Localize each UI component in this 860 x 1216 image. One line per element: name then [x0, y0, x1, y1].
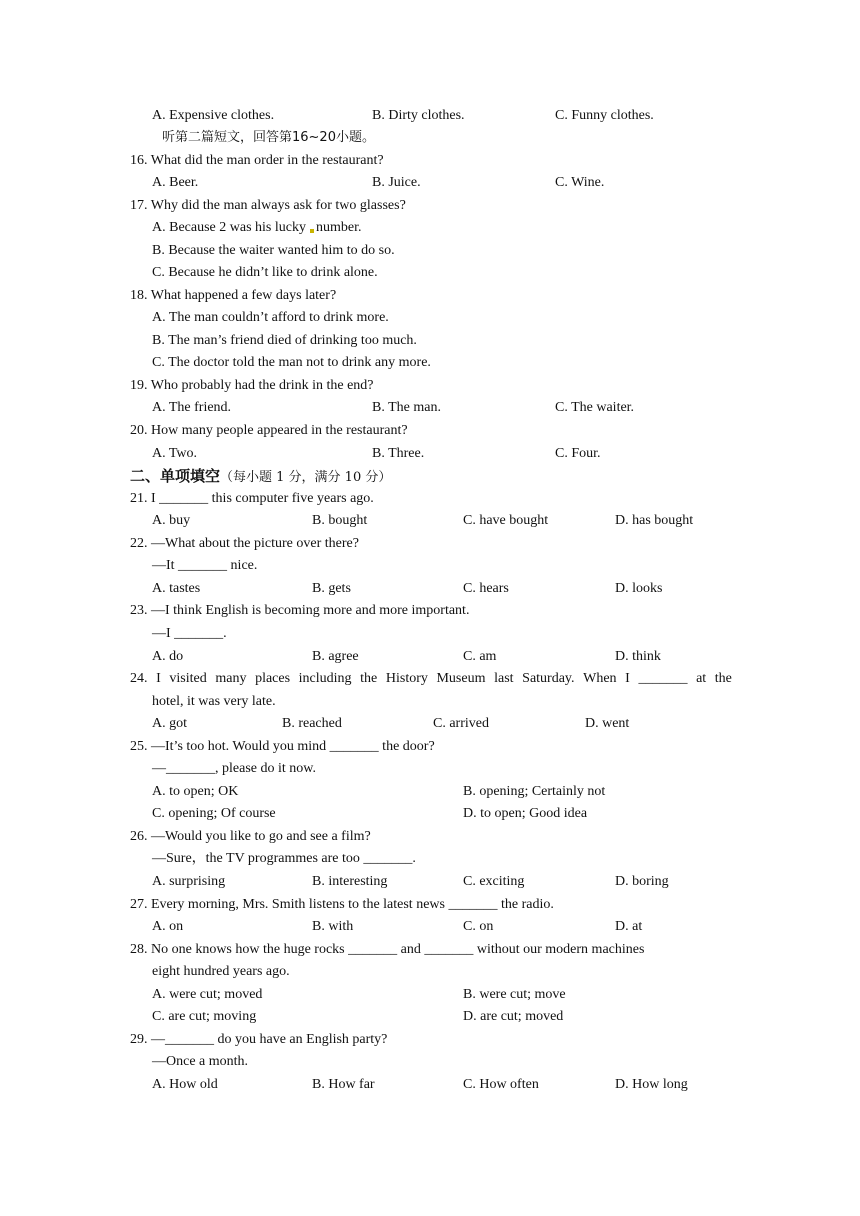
q27-option-c: C. on — [463, 919, 494, 934]
q28-option-b: B. were cut; move — [463, 987, 566, 1002]
q26-option-d: D. boring — [615, 874, 669, 889]
q22-option-a: A. tastes — [152, 581, 201, 596]
q25-reply: —_______, please do it now. — [152, 761, 316, 776]
q25-option-b: B. opening; Certainly not — [463, 784, 606, 799]
q27-stem: 27. Every morning, Mrs. Smith listens to the latest news _______ the radio. — [130, 897, 554, 912]
q17-option-c: C. Because he didn’t like to drink alone. — [152, 265, 378, 280]
q26-stem: 26. —Would you like to go and see a film? — [130, 829, 371, 844]
q24-option-c: C. arrived — [433, 716, 489, 731]
q17-option-a — [152, 219, 361, 237]
q23-option-d: D. think — [615, 649, 661, 664]
q16-option-c: C. Wine. — [555, 175, 605, 190]
q28-stem: 28. No one knows how the huge rocks _______ and _______ without our modern machines — [130, 942, 645, 957]
q24-word: Museum — [436, 671, 486, 686]
q21-option-c: C. have bought — [463, 513, 549, 528]
q18-option-b: B. The man’s friend died of drinking too much. — [152, 333, 417, 348]
q22-option-d: D. looks — [615, 581, 663, 596]
q22-option-b: B. gets — [312, 581, 351, 596]
q23-option-c: C. am — [463, 649, 497, 664]
q23-option-b: B. agree — [312, 649, 359, 664]
q22-reply: —It _______ nice. — [152, 558, 258, 573]
q24-word: _______ — [638, 671, 688, 686]
section-2-heading — [130, 467, 391, 487]
q25-option-d: D. to open; Good idea — [463, 806, 588, 821]
q26-option-b: B. interesting — [312, 874, 388, 889]
q24-word: the — [714, 671, 732, 686]
q19-option-c: C. The waiter. — [555, 400, 635, 415]
q15-option-c: C. Funny clothes. — [555, 108, 654, 123]
q29-stem: 29. —_______ do you have an English party? — [130, 1032, 388, 1047]
q15-option-a: A. Expensive clothes. — [152, 108, 275, 123]
q24-word: I — [625, 671, 630, 686]
q24-word: last — [494, 671, 514, 686]
q29-reply: —Once a month. — [152, 1054, 249, 1069]
q24-stem-line2: hotel, it was very late. — [152, 694, 276, 709]
q28-stem-line2: eight hundred years ago. — [152, 964, 290, 979]
q24-word: I — [156, 671, 161, 686]
q18-stem: 18. What happened a few days later? — [130, 288, 337, 303]
q20-option-b: B. Three. — [372, 446, 425, 461]
q24-word: visited — [169, 671, 207, 686]
q24-word: Saturday. — [522, 671, 575, 686]
q20-option-c: C. Four. — [555, 446, 601, 461]
q19-option-b: B. The man. — [372, 400, 441, 415]
q26-option-a: A. surprising — [152, 874, 226, 889]
q24-option-a: A. got — [152, 716, 187, 731]
q26-reply: —Sure，the TV programmes are too _______. — [152, 851, 416, 866]
q24-word: When — [583, 671, 617, 686]
q27-option-b: B. with — [312, 919, 354, 934]
q16-stem: 16. What did the man order in the restaurant? — [130, 153, 384, 168]
q29-option-d: D. How long — [615, 1077, 688, 1092]
q26-option-c: C. exciting — [463, 874, 525, 889]
q24-word: History — [385, 671, 428, 686]
q20-stem: 20. How many people appeared in the restaurant? — [130, 423, 408, 438]
q20-option-a: A. Two. — [152, 446, 198, 461]
q24-word: including — [298, 671, 352, 686]
q24-word: 24. — [130, 671, 148, 686]
section-2-title: 二、单项填空 — [130, 467, 221, 485]
q19-stem: 19. Who probably had the drink in the end? — [130, 378, 374, 393]
q29-option-c: C. How often — [463, 1077, 539, 1092]
q18-option-a: A. The man couldn’t afford to drink more. — [152, 310, 389, 325]
section-2-note: （每小题 1 分，满分 10 分） — [220, 470, 392, 485]
q29-option-a: A. How old — [152, 1077, 218, 1092]
ink-mark — [310, 229, 314, 233]
q21-option-d: D. has bought — [615, 513, 694, 528]
q28-option-d: D. are cut; moved — [463, 1009, 564, 1024]
q16-option-b: B. Juice. — [372, 175, 421, 190]
q23-reply: —I _______. — [152, 626, 227, 641]
q17-option-a-part1: A. Because 2 was his lucky — [152, 220, 306, 235]
q24-word: the — [360, 671, 378, 686]
q21-option-b: B. bought — [312, 513, 368, 528]
q16-option-a: A. Beer. — [152, 175, 199, 190]
q17-option-b: B. Because the waiter wanted him to do so. — [152, 243, 395, 258]
q24-word: places — [255, 671, 291, 686]
q19-option-a: A. The friend. — [152, 400, 232, 415]
q25-option-a: A. to open; OK — [152, 784, 239, 799]
q25-option-c: C. opening; Of course — [152, 806, 276, 821]
q22-stem: 22. —What about the picture over there? — [130, 536, 359, 551]
part2-instruction: 听第二篇短文，回答第16~20小题。 — [162, 130, 375, 145]
q29-option-b: B. How far — [312, 1077, 375, 1092]
q22-option-c: C. hears — [463, 581, 509, 596]
q23-stem: 23. —I think English is becoming more and more important. — [130, 603, 470, 618]
q25-stem: 25. —It’s too hot. Would you mind _______ the door? — [130, 739, 435, 754]
q24-stem-line1 — [130, 670, 732, 688]
q15-option-b: B. Dirty clothes. — [372, 108, 465, 123]
q27-option-d: D. at — [615, 919, 643, 934]
q24-word: at — [696, 671, 707, 686]
q24-word: many — [215, 671, 247, 686]
q18-option-c: C. The doctor told the man not to drink any more. — [152, 355, 431, 370]
q24-option-b: B. reached — [282, 716, 342, 731]
q21-stem: 21. I _______ this computer five years ago. — [130, 491, 374, 506]
q23-option-a: A. do — [152, 649, 184, 664]
q28-option-a: A. were cut; moved — [152, 987, 263, 1002]
q17-stem: 17. Why did the man always ask for two glasses? — [130, 198, 406, 213]
q17-option-a-part2: number. — [315, 220, 362, 235]
q27-option-a: A. on — [152, 919, 184, 934]
q28-option-c: C. are cut; moving — [152, 1009, 257, 1024]
q21-option-a: A. buy — [152, 513, 191, 528]
q24-option-d: D. went — [585, 716, 630, 731]
